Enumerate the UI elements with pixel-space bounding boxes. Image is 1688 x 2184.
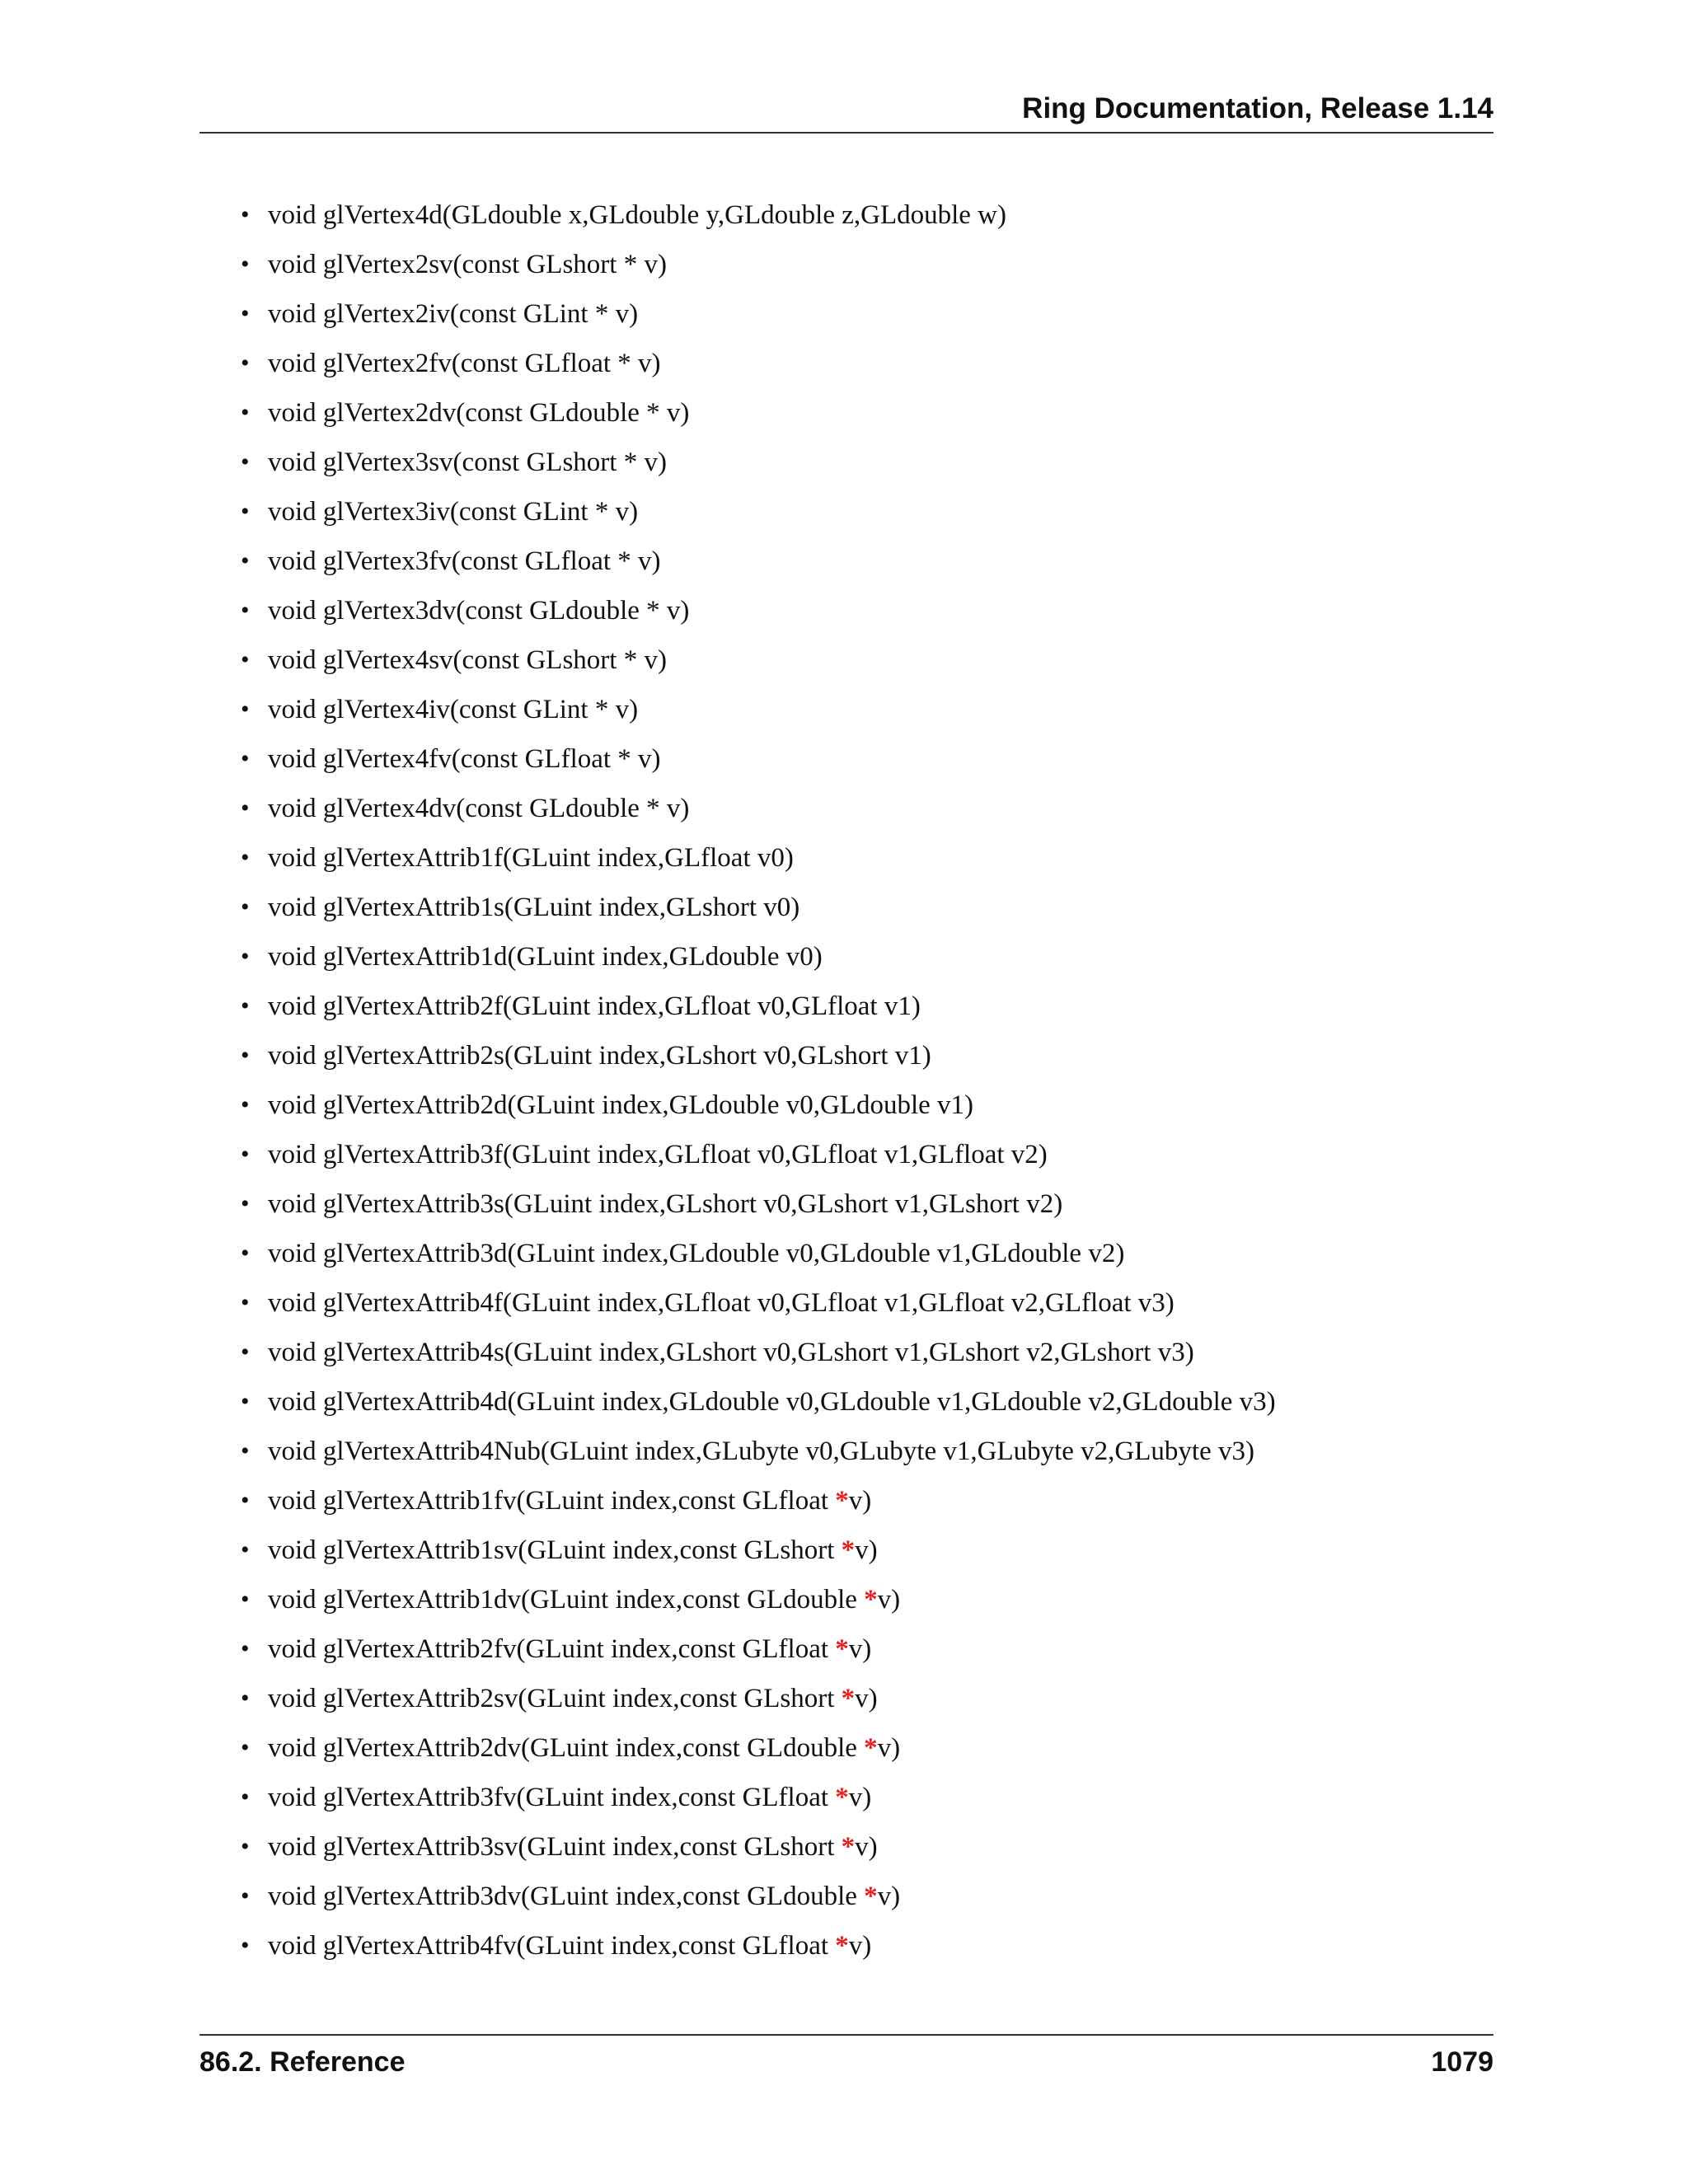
- bullet-icon: •: [241, 1042, 250, 1069]
- pointer-star: *: [835, 1486, 849, 1516]
- bullet-icon: •: [241, 300, 250, 327]
- bullet-icon: •: [241, 1685, 250, 1712]
- signature-suffix: v): [855, 1535, 878, 1565]
- bullet-icon: •: [241, 1536, 250, 1563]
- function-signature: [268, 1534, 878, 1567]
- pointer-star: *: [835, 1634, 849, 1664]
- function-signature: void glVertex2sv(const GLshort * v): [268, 250, 667, 279]
- bullet-icon: •: [241, 844, 250, 871]
- bullet-icon: •: [241, 1338, 250, 1366]
- function-signature: [268, 1484, 871, 1517]
- signature-suffix: v): [877, 1882, 901, 1911]
- function-signature: void glVertex4iv(const GLint * v): [268, 695, 639, 724]
- bullet-icon: •: [241, 349, 250, 377]
- signature-prefix: void glVertexAttrib2dv(GLuint index,const GLdouble: [268, 1733, 865, 1763]
- page-header: [199, 92, 1493, 134]
- function-signature: void glVertexAttrib3d(GLuint index,GLdouble v0,GLdouble v1,GLdouble v2): [268, 1239, 1125, 1268]
- function-signature: [268, 1830, 878, 1863]
- function-signature: void glVertexAttrib4f(GLuint index,GLfloat v0,GLfloat v1,GLfloat v2,GLfloat v3): [268, 1288, 1175, 1318]
- function-signature: [268, 1929, 871, 1962]
- function-signature: void glVertex4d(GLdouble x,GLdouble y,GLdouble z,GLdouble w): [268, 200, 1006, 230]
- function-signature: void glVertexAttrib1s(GLuint index,GLshort v0): [268, 893, 800, 922]
- pointer-star: *: [841, 1684, 856, 1713]
- bullet-icon: •: [241, 547, 250, 574]
- page-footer: [199, 2034, 1493, 2085]
- pointer-star: *: [864, 1882, 878, 1911]
- bullet-icon: •: [241, 1882, 250, 1910]
- function-signature: void glVertex3dv(const GLdouble * v): [268, 596, 690, 626]
- bullet-icon: •: [241, 201, 250, 228]
- bullet-icon: •: [241, 1487, 250, 1514]
- function-signature: void glVertex4sv(const GLshort * v): [268, 645, 667, 675]
- function-signature: void glVertex2fv(const GLfloat * v): [268, 349, 661, 378]
- bullet-icon: •: [241, 597, 250, 624]
- signature-prefix: void glVertexAttrib3fv(GLuint index,const GLfloat: [268, 1783, 836, 1812]
- bullet-icon: •: [241, 1240, 250, 1267]
- bullet-icon: •: [241, 1783, 250, 1811]
- signature-suffix: v): [848, 1486, 872, 1516]
- bullet-icon: •: [241, 794, 250, 822]
- signature-prefix: void glVertexAttrib2sv(GLuint index,const GLshort: [268, 1684, 842, 1713]
- function-signature: void glVertexAttrib1f(GLuint index,GLfloat v0): [268, 843, 794, 873]
- pointer-star: *: [864, 1733, 878, 1763]
- bullet-icon: •: [241, 1141, 250, 1168]
- function-signature: void glVertex4dv(const GLdouble * v): [268, 794, 690, 823]
- function-signature: void glVertexAttrib4Nub(GLuint index,GLubyte v0,GLubyte v1,GLubyte v2,GLubyte v3): [268, 1436, 1254, 1466]
- bullet-icon: •: [241, 646, 250, 673]
- signature-prefix: void glVertexAttrib1sv(GLuint index,const GLshort: [268, 1535, 842, 1565]
- bullet-icon: •: [241, 1289, 250, 1316]
- signature-suffix: v): [855, 1832, 878, 1862]
- function-signature: [268, 1682, 878, 1715]
- signature-suffix: v): [877, 1733, 901, 1763]
- pointer-star: *: [841, 1535, 856, 1565]
- function-signature: void glVertexAttrib2s(GLuint index,GLshort v0,GLshort v1): [268, 1041, 931, 1071]
- signature-prefix: void glVertexAttrib3sv(GLuint index,const GLshort: [268, 1832, 842, 1862]
- bullet-icon: •: [241, 1586, 250, 1613]
- function-signature: void glVertexAttrib4s(GLuint index,GLshort v0,GLshort v1,GLshort v2,GLshort v3): [268, 1338, 1194, 1367]
- bullet-icon: •: [241, 1833, 250, 1860]
- signature-suffix: v): [848, 1931, 872, 1961]
- signature-prefix: void glVertexAttrib1fv(GLuint index,const GLfloat: [268, 1486, 836, 1516]
- section-label: 86.2. Reference: [199, 2046, 406, 2078]
- function-signature: [268, 1781, 871, 1814]
- bullet-icon: •: [241, 1932, 250, 1959]
- function-signature: void glVertex3fv(const GLfloat * v): [268, 546, 661, 576]
- pointer-star: *: [841, 1832, 856, 1862]
- bullet-icon: •: [241, 1190, 250, 1217]
- pointer-star: *: [835, 1931, 849, 1961]
- bullet-icon: •: [241, 992, 250, 1019]
- function-signature: void glVertexAttrib3s(GLuint index,GLshort v0,GLshort v1,GLshort v2): [268, 1189, 1063, 1219]
- signature-suffix: v): [855, 1684, 878, 1713]
- bullet-icon: •: [241, 1635, 250, 1662]
- function-signature: void glVertex4fv(const GLfloat * v): [268, 744, 661, 774]
- function-signature: void glVertexAttrib3f(GLuint index,GLfloat v0,GLfloat v1,GLfloat v2): [268, 1140, 1048, 1169]
- function-signature: void glVertex3sv(const GLshort * v): [268, 448, 667, 477]
- bullet-icon: •: [241, 1388, 250, 1415]
- function-signature: void glVertex2dv(const GLdouble * v): [268, 398, 690, 428]
- signature-suffix: v): [877, 1585, 901, 1615]
- function-signature: void glVertex3iv(const GLint * v): [268, 497, 639, 527]
- function-signature: [268, 1633, 871, 1666]
- signature-prefix: void glVertexAttrib1dv(GLuint index,const GLdouble: [268, 1585, 865, 1615]
- signature-suffix: v): [848, 1783, 872, 1812]
- function-signature: [268, 1880, 900, 1913]
- signature-suffix: v): [848, 1634, 872, 1664]
- bullet-icon: •: [241, 696, 250, 723]
- function-signature: void glVertexAttrib4d(GLuint index,GLdouble v0,GLdouble v1,GLdouble v2,GLdouble v3): [268, 1387, 1276, 1417]
- bullet-icon: •: [241, 399, 250, 426]
- bullet-icon: •: [241, 1091, 250, 1118]
- function-signature: void glVertexAttrib2d(GLuint index,GLdouble v0,GLdouble v1): [268, 1090, 974, 1120]
- bullet-icon: •: [241, 943, 250, 970]
- bullet-icon: •: [241, 1437, 250, 1465]
- function-signature: void glVertex2iv(const GLint * v): [268, 299, 639, 329]
- function-signature: [268, 1732, 900, 1765]
- bullet-icon: •: [241, 251, 250, 278]
- function-signature: void glVertexAttrib1d(GLuint index,GLdouble v0): [268, 942, 823, 972]
- pointer-star: *: [864, 1585, 878, 1615]
- page-number: 1079: [1431, 2046, 1493, 2078]
- document-title: Ring Documentation, Release 1.14: [1022, 92, 1493, 124]
- function-signature: [268, 1583, 900, 1616]
- pointer-star: *: [835, 1783, 849, 1812]
- function-signature: void glVertexAttrib2f(GLuint index,GLfloat v0,GLfloat v1): [268, 991, 921, 1021]
- signature-prefix: void glVertexAttrib2fv(GLuint index,const GLfloat: [268, 1634, 836, 1664]
- bullet-icon: •: [241, 745, 250, 772]
- bullet-icon: •: [241, 893, 250, 921]
- bullet-icon: •: [241, 498, 250, 525]
- signature-prefix: void glVertexAttrib4fv(GLuint index,const GLfloat: [268, 1931, 836, 1961]
- bullet-icon: •: [241, 448, 250, 476]
- bullet-icon: •: [241, 1734, 250, 1761]
- signature-prefix: void glVertexAttrib3dv(GLuint index,const GLdouble: [268, 1882, 865, 1911]
